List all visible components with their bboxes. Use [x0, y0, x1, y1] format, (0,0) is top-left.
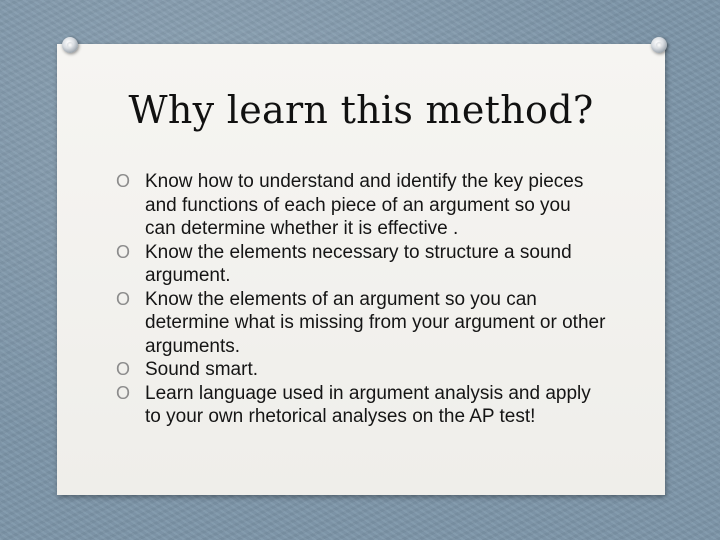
bullet-marker: O — [116, 288, 131, 309]
bullet-list — [116, 170, 606, 429]
bullet-text: Know the elements of an argument so you can determine what is missing from your argument or other arguments. — [145, 288, 606, 357]
bullet-text: Know the elements necessary to structure a sound argument. — [145, 241, 572, 286]
bullet-text: Learn language used in argument analysis and apply to your own rhetorical analyses on the AP test! — [145, 382, 591, 427]
slide-title: Why learn this method? — [128, 88, 594, 132]
pushpin-icon — [62, 37, 78, 53]
bullet-item — [116, 382, 606, 429]
bullet-text: Sound smart. — [145, 359, 258, 380]
bullet-item — [116, 170, 606, 241]
pushpin-icon — [651, 37, 667, 53]
bullet-item — [116, 241, 606, 288]
bullet-item — [116, 358, 606, 382]
bullet-marker: O — [116, 359, 131, 379]
bullet-item — [116, 288, 606, 359]
bullet-marker: O — [116, 382, 131, 403]
bullet-marker: O — [116, 241, 131, 262]
bullet-text: Know how to understand and identify the key pieces and functions of each piece of an argument so you can determine whether it is effective . — [145, 171, 584, 239]
bullet-marker: O — [116, 171, 131, 191]
